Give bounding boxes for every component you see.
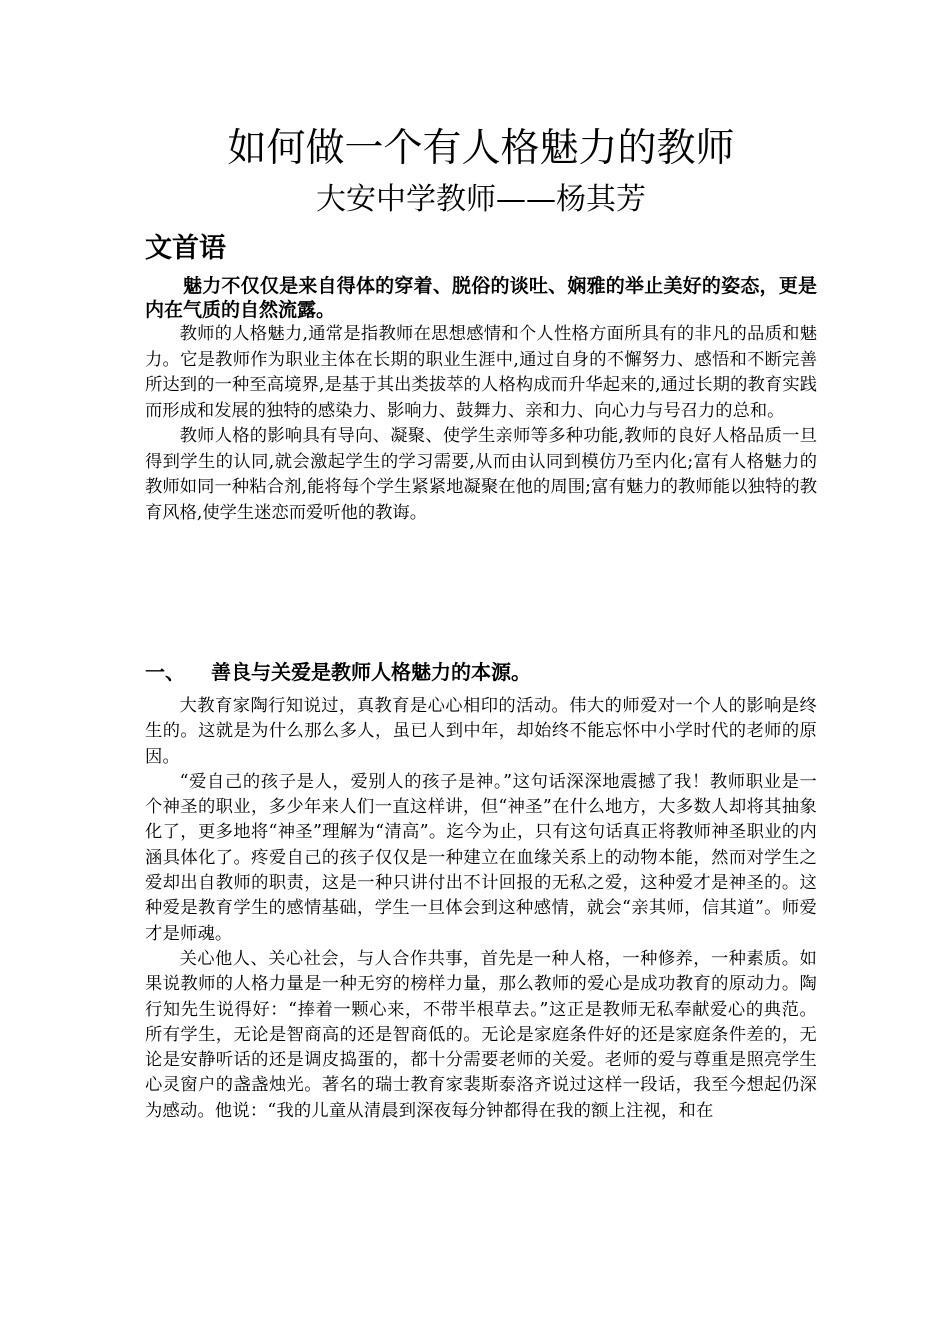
- paragraph: 大教育家陶行知说过，真教育是心心相印的活动。伟大的师爱对一个人的影响是终生的。这就是为什么那么多人，虽已人到中年，却始终不能忘怀中小学时代的老师的原因。: [145, 696, 817, 767]
- section-heading: [145, 657, 531, 687]
- document-title: 如何做一个有人格魅力的教师: [227, 126, 735, 171]
- preface-heading: 文首语: [145, 233, 226, 264]
- section-title: 善良与关爱是教师人格魅力的本源。: [211, 660, 531, 684]
- section-number: 一、: [145, 660, 185, 684]
- paragraph: 关心他人、关心社会，与人合作共事，首先是一种人格，一种修养，一种素质。如果说教师的人格力量是一种无穷的榜样力量，那么教师的爱心是成功教育的原动力。陶行知先生说得好：“捧着一颗心来，不带半根草去。”这正是教师无私奉献爱心的典范。所有学生，无论是智商高的还是智商低的。无论是家庭条件好的还是家庭条件差的，无论是安静听话的还是调皮捣蛋的，都十分需要老师的关爱。老师的爱与尊重是照亮学生心灵窗户的盏盏烛光。著名的瑞士教育家裴斯泰洛齐说过这样一段话，我至今想起仍深为感动。他说：“我的儿童从清晨到深夜每分钟都得在我的额上注视，和在: [145, 948, 817, 1121]
- preface-body: [145, 322, 817, 526]
- paragraph: “爱自己的孩子是人，爱别人的孩子是神。”这句话深深地震撼了我！教师职业是一个神圣的职业，多少年来人们一直这样讲，但“神圣”在什么地方，大多数人却将其抽象化了，更多地将“神圣”理解为“清高”。迄今为止，只有这句话真正将教师神圣职业的内涵具体化了。疼爱自己的孩子仅仅是一种建立在血缘关系上的动物本能，然而对学生之爱却出自教师的职责，这是一种只讲付出不计回报的无私之爱，这种爱才是神圣的。这种爱是教育学生的感情基础，学生一旦体会到这种感情，就会“亲其师，信其道”。师爱才是师魂。: [145, 771, 817, 944]
- section-body: [145, 694, 817, 1124]
- preface-lead: 魅力不仅仅是来自得体的穿着、脱俗的谈吐、娴雅的举止美好的姿态，更是内在气质的自然流露。: [145, 275, 817, 321]
- paragraph: 教师人格的影响具有导向、凝聚、使学生亲师等多种功能,教师的良好人格品质一旦得到学生的认同,就会激起学生的学习需要,从而由认同到模仿乃至内化;富有人格魅力的教师如同一种粘合剂,能将每个学生紧紧地凝聚在他的周围;富有魅力的教师能以独特的教育风格,使学生迷恋而爱听他的教诲。: [145, 426, 817, 523]
- document-subtitle: 大安中学教师——杨其芳: [316, 182, 646, 217]
- paragraph: 教师的人格魅力,通常是指教师在思想感情和个人性格方面所具有的非凡的品质和魅力。它是教师作为职业主体在长期的职业生涯中,通过自身的不懈努力、感悟和不断完善所达到的一种至高境界,是基于其出类拔萃的人格构成而升华起来的,通过长期的教育实践而形成和发展的独特的感染力、影响力、鼓舞力、亲和力、向心力与号召力的总和。: [145, 324, 817, 421]
